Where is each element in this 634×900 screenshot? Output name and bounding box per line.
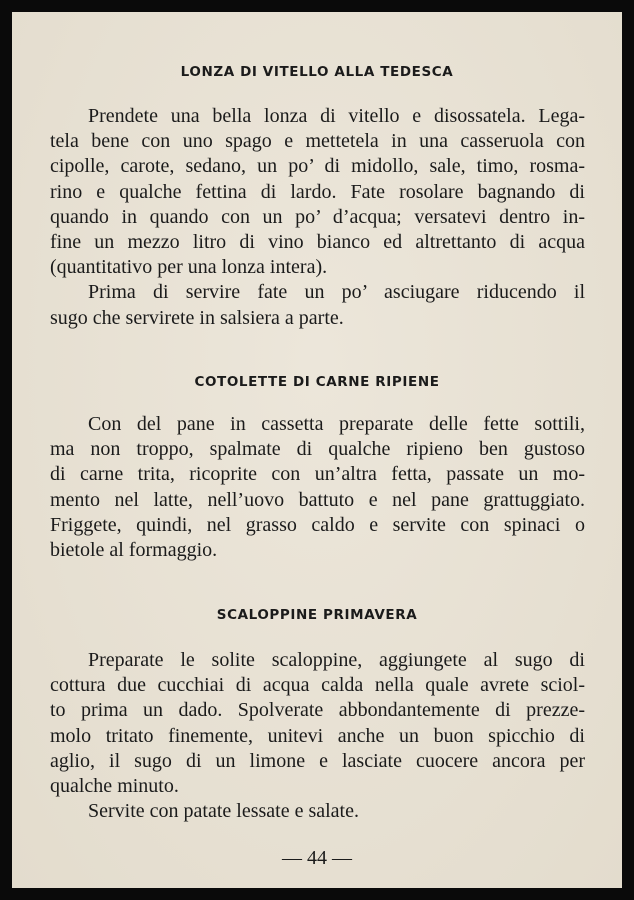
recipe-body-lonza [50, 104, 585, 331]
text-line: sugo che servirete in salsiera a parte. [50, 306, 344, 329]
text-line: (quantitativo per una lonza intera). [50, 256, 328, 279]
page-number: — 44 — [282, 847, 352, 869]
text-line: tela bene con uno spago e mettetela in una casseruola con [50, 130, 585, 153]
text-line: di carne trita, ricoprite con un’altra fetta, passate un mo- [50, 463, 585, 486]
text-line: Servite con patate lessate e salate. [88, 800, 359, 823]
text-line: qualche minuto. [50, 775, 179, 798]
recipe-body-cotolette [50, 412, 585, 563]
text-line: ma non troppo, spalmate di qualche ripieno ben gustoso [50, 438, 585, 461]
text-line: quando in quando con un po’ d’acqua; versatevi dentro in- [50, 205, 585, 228]
paragraph [50, 799, 585, 824]
text-line: Prendete una bella lonza di vitello e disossatela. Lega- [88, 105, 585, 127]
text-line: Prima di servire fate un po’ asciugare riducendo il [88, 281, 585, 304]
text-line: Friggete, quindi, nel grasso caldo e servite con spinaci o [50, 513, 585, 536]
recipe-title-cotolette: COTOLETTE DI CARNE RIPIENE [194, 374, 440, 390]
recipe-body-scaloppine [50, 648, 585, 824]
text-line: aglio, il sugo di un limone e lasciate cuocere ancora per [50, 749, 585, 772]
paragraph [50, 412, 585, 563]
paragraph [50, 648, 585, 799]
text-line: fine un mezzo litro di vino bianco ed altrettanto di acqua [50, 231, 585, 254]
text-line: bietole al formaggio. [50, 539, 218, 562]
text-line: rino e qualche fettina di lardo. Fate rosolare bagnando di [50, 180, 585, 203]
text-line: to prima un dado. Spolverate abbondantemente di prezze- [50, 699, 585, 722]
paragraph [50, 104, 585, 280]
text-line: Preparate le solite scaloppine, aggiungete al sugo di [88, 649, 585, 671]
recipe-title-scaloppine: SCALOPPINE PRIMAVERA [216, 607, 418, 623]
text-line: cipolle, carote, sedano, un po’ di midollo, sale, timo, rosma- [50, 155, 585, 178]
text-line: mento nel latte, nell’uovo battuto e nel pane grattuggiato. [50, 488, 585, 511]
text-line: molo tritato finemente, unitevi anche un buon spicchio di [50, 724, 585, 747]
paragraph [50, 280, 585, 330]
recipe-title-lonza: LONZA DI VITELLO ALLA TEDESCA [180, 64, 454, 80]
book-page [12, 12, 622, 888]
text-line: Con del pane in cassetta preparate delle fette sottili, [88, 413, 585, 435]
text-line: cottura due cucchiai di acqua calda nella quale avrete sciol- [50, 674, 585, 697]
